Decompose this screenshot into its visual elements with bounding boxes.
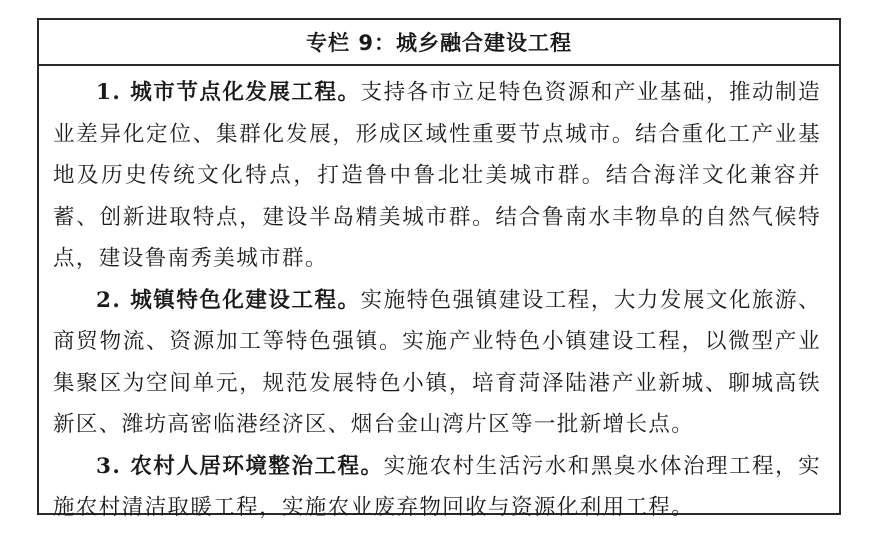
item-text-2: 实施特色强镇建设工程，大力发展文化旅游、商贸物流、资源加工等特色强镇。实施产业特色小镇建设工程，以微型产业集聚区为空间单元，规范发展特色小镇，培育菏泽陆港产业新城、聊城高铁新区、潍坊高密临港经济区、烟台金山湾片区等一批新增长点。 — [53, 287, 821, 437]
item-text-3: 实施农村生活污水和黑臭水体治理工程，实施农村清洁取暖工程，实施农业废弃物回收与资源化利用工程。 — [53, 453, 821, 520]
item-text-1: 支持各市立足特色资源和产业基础，推动制造业差异化定位、集群化发展，形成区域性重要节点城市。结合重化工产业基地及历史传统文化特点，打造鲁中鲁北壮美城市群。结合海洋文化兼容并蓄、创新进取特点，建设半岛精美城市群。结合鲁南水丰物阜的自然气候特点，建设鲁南秀美城市群。 — [53, 80, 821, 271]
item-heading-2: 2. 城镇特色化建设工程。 — [96, 287, 361, 313]
item-paragraph-2 — [53, 280, 821, 446]
feature-box — [37, 18, 841, 520]
box-body — [39, 66, 839, 529]
box-header — [39, 20, 839, 66]
item-paragraph-3 — [53, 446, 821, 529]
item-heading-1: 1. 城市节点化发展工程。 — [96, 80, 361, 105]
box-title: 专栏 9：城乡融合建设工程 — [306, 31, 572, 55]
item-heading-3: 3. 农村人居环境整治工程。 — [96, 453, 384, 479]
item-paragraph-1 — [53, 72, 821, 280]
